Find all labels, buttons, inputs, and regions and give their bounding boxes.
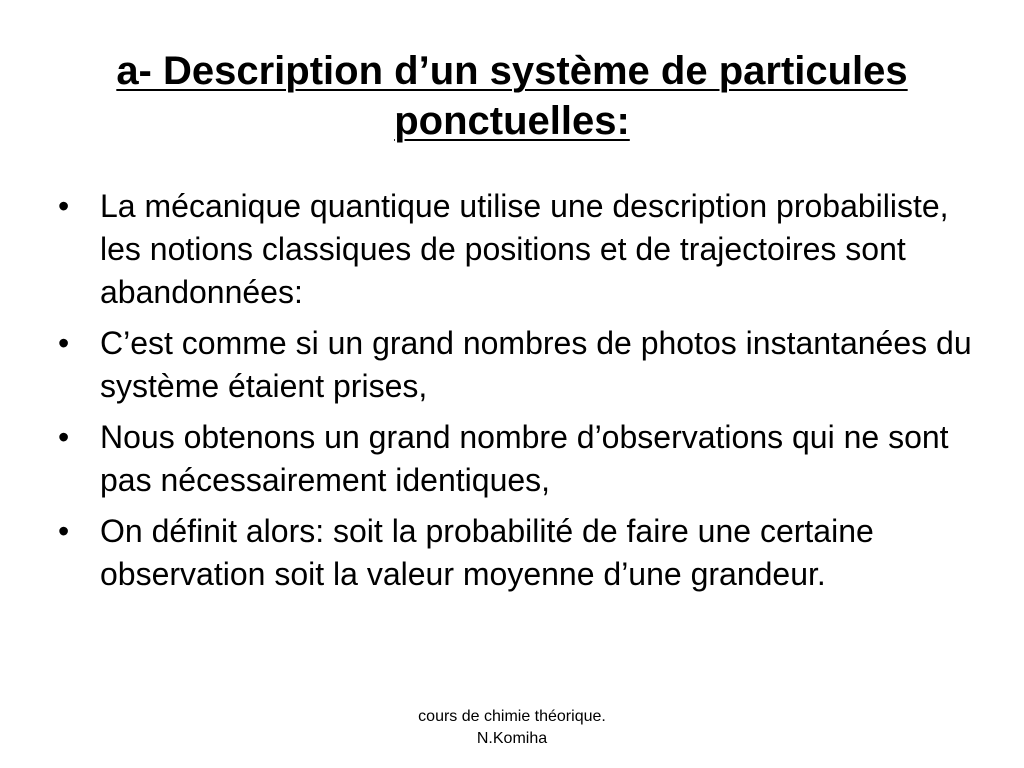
slide-title: a- Description d’un système de particules ponctuelles: — [116, 49, 908, 143]
bullet-icon: • — [58, 513, 70, 549]
footer-author: N.Komiha — [476, 730, 548, 747]
bullet-text: On définit alors: soit la probabilité de faire une certaine observation soit la valeur moyenne d’une grandeur. — [100, 513, 874, 592]
bullet-text: Nous obtenons un grand nombre d’observations qui ne sont pas nécessairement identiques, — [100, 419, 949, 498]
list-item — [58, 322, 978, 408]
bullet-text: C’est comme si un grand nombres de photos instantanées du système étaient prises, — [100, 325, 972, 404]
bullet-icon: • — [58, 188, 70, 224]
bullet-text: La mécanique quantique utilise une description probabiliste, les notions classiques de positions et de trajectoires sont abandonnées: — [100, 188, 949, 310]
footer-course: cours de chimie théorique. — [418, 708, 606, 725]
list-item — [58, 416, 978, 502]
slide-footer — [362, 706, 662, 750]
bullet-icon: • — [58, 419, 70, 455]
list-item — [58, 185, 978, 314]
list-item — [58, 510, 978, 596]
bullet-icon: • — [58, 325, 70, 361]
bullet-list — [58, 185, 978, 604]
